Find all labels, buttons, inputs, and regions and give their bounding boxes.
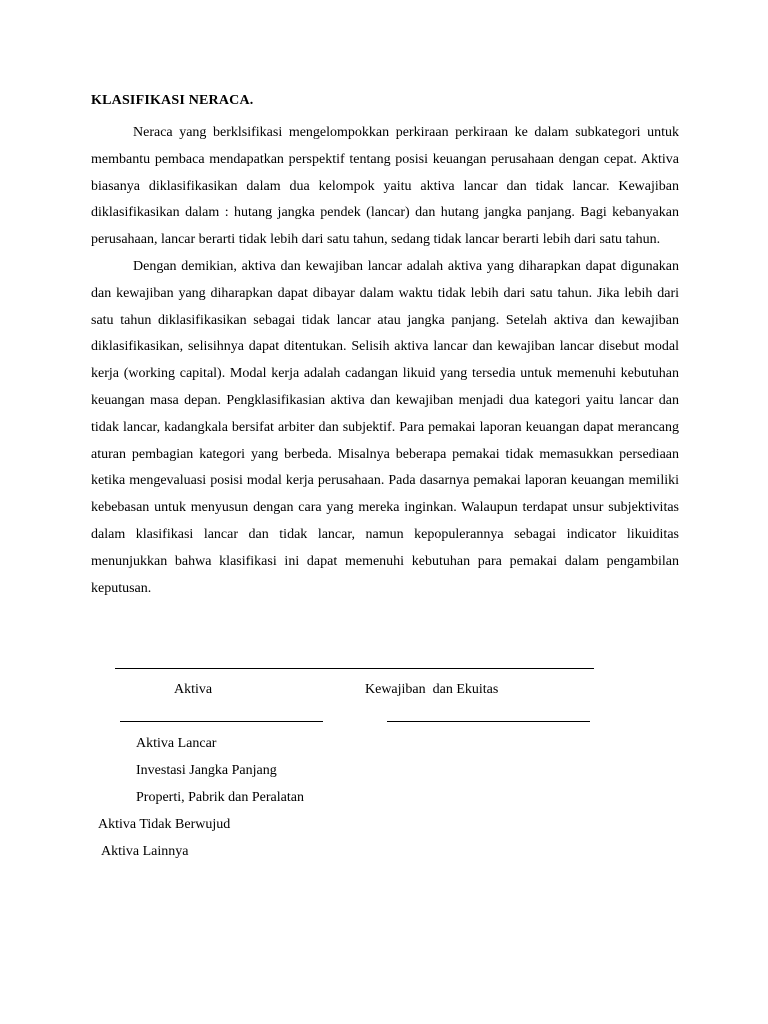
asset-item: Aktiva Tidak Berwujud [98,817,231,832]
asset-item: Properti, Pabrik dan Peralatan [136,790,304,805]
aktiva-heading: Aktiva [174,682,213,697]
body-text [91,120,679,602]
asset-item: Aktiva Lancar [136,736,217,751]
kewajiban-ekuitas-heading: Kewajiban dan Ekuitas [365,682,499,697]
asset-item: Aktiva Lainnya [101,844,189,859]
table-top-rule [115,668,594,669]
paragraph-1: Neraca yang berklsifikasi mengelompokkan perkiraan perkiraan ke dalam subkategori untuk membantu pembaca mendapatkan perspektif tentang posisi keuangan perusahaan dengan cepat. Aktiva biasanya diklasifikasikan dalam dua kelompok yaitu aktiva lancar dan tidak lancar. Kewajiban diklasifikasikan dalam : hutang jangka pendek (lancar) dan hutang jangka panjang. Bagi kebanyakan perusahaan, lancar berarti tidak lebih dari satu tahun, sedang tidak lancar berarti lebih dari satu tahun. [91,125,679,248]
aktiva-heading-rule [120,721,323,722]
asset-item: Investasi Jangka Panjang [136,763,277,778]
document-title: KLASIFIKASI NERACA. [91,93,254,108]
paragraph-2: Dengan demikian, aktiva dan kewajiban lancar adalah aktiva yang diharapkan dapat digunakan dan kewajiban yang diharapkan dapat dibayar dalam waktu tidak lebih dari satu tahun. Jika lebih dari satu tahun diklasifikasikan sebagai tidak lancar atau jangka panjang. Setelah aktiva dan kewajiban diklasifikasikan, selisihnya dapat ditentukan. Selisih aktiva lancar dan kewajiban lancar disebut modal kerja (working capital). Modal kerja adalah cadangan likuid yang tersedia untuk memenuhi kebutuhan keuangan masa depan. Pengklasifikasian aktiva dan kewajiban menjadi dua kategori yaitu lancar dan tidak lancar, kadangkala bersifat arbiter dan subjektif. Para pemakai laporan keuangan dapat merancang aturan pembagian kategori yang berbeda. Misalnya beberapa pemakai tidak memasukkan persediaan ketika mengevaluasi posisi modal kerja perusahaan. Pada dasarnya pemakai laporan keuangan memiliki kebebasan untuk menyusun dengan cara yang mereka inginkan. Walaupun terdapat unsur subjektivitas dalam klasifikasi lancar dan tidak lancar, namun kepopulerannya sebagai indicator likuiditas menunjukkan bahwa klasifikasi ini dapat memenuhi kebutuhan para pemakai dalam pengambilan keputusan. [91,258,679,596]
kewajiban-heading-rule [387,721,590,722]
